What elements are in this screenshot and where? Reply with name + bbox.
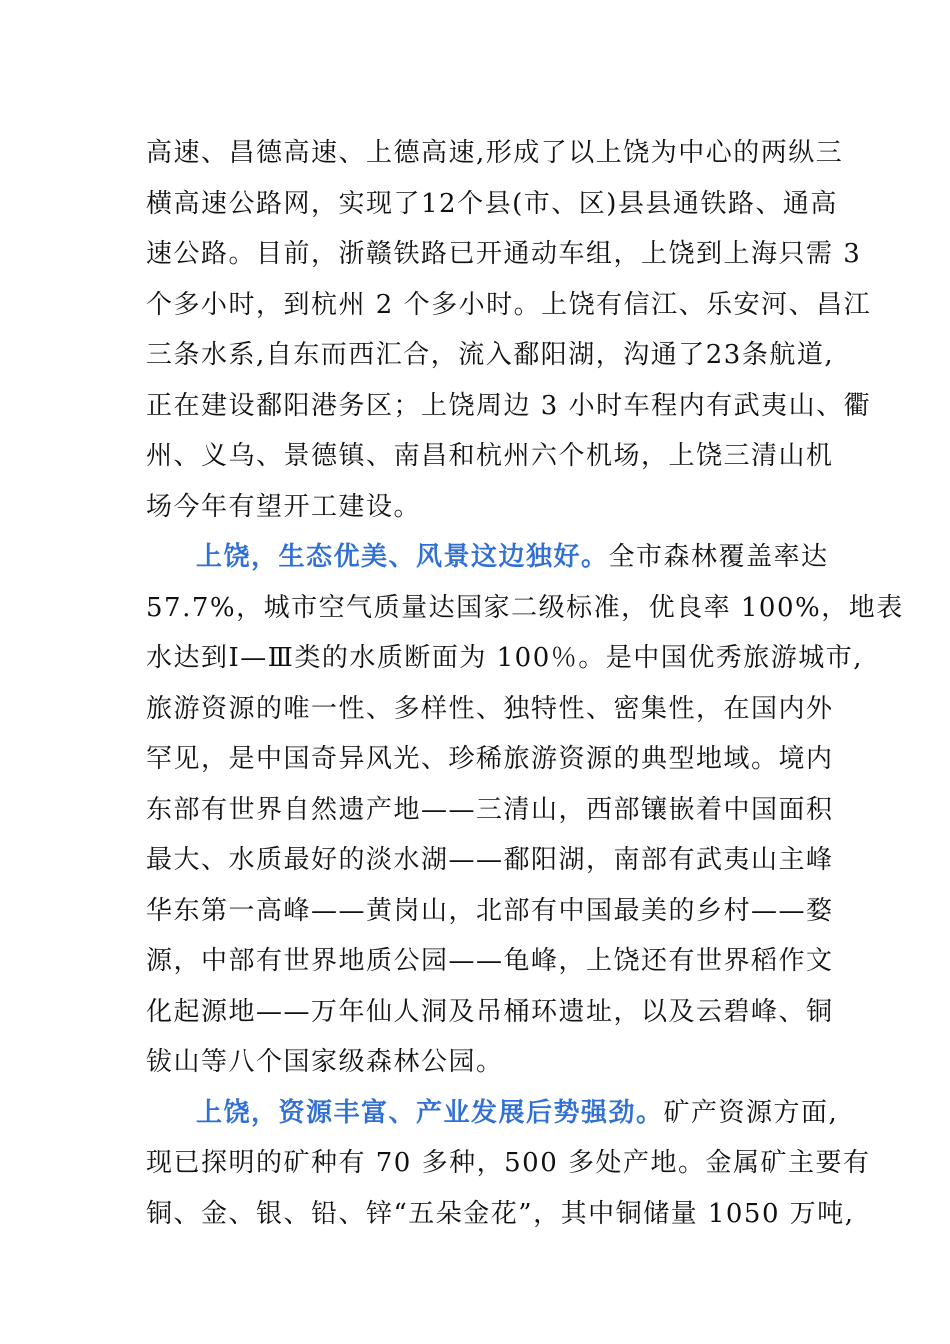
text-line: 东部有世界自然遗产地——三清山，西部镶嵌着中国面积 xyxy=(146,794,834,825)
paragraph-resources xyxy=(146,1088,871,1240)
text-line: 三条水系,自东而西汇合，流入鄱阳湖，沟通了23条航道, xyxy=(146,340,835,370)
text-line: 横高速公路网，实现了12个县(市、区)县县通铁路、通高 xyxy=(146,188,838,219)
paragraph-transport xyxy=(146,128,872,532)
text-line: 水达到Ⅰ—Ⅲ类的水质断面为 100％。是中国优秀旅游城市, xyxy=(146,643,863,673)
paragraph-first-line xyxy=(146,532,829,583)
paragraph-ecology xyxy=(146,532,904,1088)
text-line: 州、义乌、景德镇、南昌和杭州六个机场，上饶三清山机 xyxy=(146,441,834,471)
text-line: 源，中部有世界地质公园——龟峰，上饶还有世界稻作文 xyxy=(146,946,834,976)
text-line: 钹山等八个国家级森林公园。 xyxy=(146,1047,504,1077)
text-line: 华东第一高峰——黄岗山，北部有中国最美的乡村——婺 xyxy=(146,895,834,926)
text-line: 速公路。目前，浙赣铁路已开通动车组，上饶到上海只需 3 xyxy=(146,239,862,269)
text-line: 旅游资源的唯一性、多样性、独特性、密集性，在国内外 xyxy=(146,693,834,724)
text-line: 正在建设鄱阳港务区；上饶周边 3 小时车程内有武夷山、衢 xyxy=(146,390,872,421)
text-line: 57.7%，城市空气质量达国家二级标准，优良率 100%，地表 xyxy=(146,592,904,623)
text-line: 高速、昌德高速、上德高速,形成了以上饶为中心的两纵三 xyxy=(146,138,844,168)
text-run: 矿产资源方面, xyxy=(663,1097,839,1128)
text-line: 罕见，是中国奇异风光、珍稀旅游资源的典型地域。境内 xyxy=(146,744,834,774)
section-heading-resources: 上饶，资源丰富、产业发展后势强劲。 xyxy=(196,1097,664,1128)
text-line: 场今年有望开工建设。 xyxy=(146,491,422,522)
text-line: 最大、水质最好的淡水湖——鄱阳湖，南部有武夷山主峰 xyxy=(146,845,834,875)
section-heading-ecology: 上饶，生态优美、风景这边独好。 xyxy=(196,542,609,572)
text-line: 个多小时，到杭州 2 个多小时。上饶有信江、乐安河、昌江 xyxy=(146,289,872,320)
text-run: 全市森林覆盖率达 xyxy=(608,542,829,572)
text-line: 化起源地——万年仙人洞及吊桶环遗址，以及云碧峰、铜 xyxy=(146,996,834,1027)
text-line: 现已探明的矿种有 70 多种，500 多处产地。金属矿主要有 xyxy=(146,1148,871,1178)
text-line: 铜、金、银、铅、锌“五朵金花”，其中铜储量 1050 万吨, xyxy=(146,1198,855,1229)
paragraph-first-line xyxy=(146,1088,839,1139)
document-body xyxy=(146,128,904,1239)
